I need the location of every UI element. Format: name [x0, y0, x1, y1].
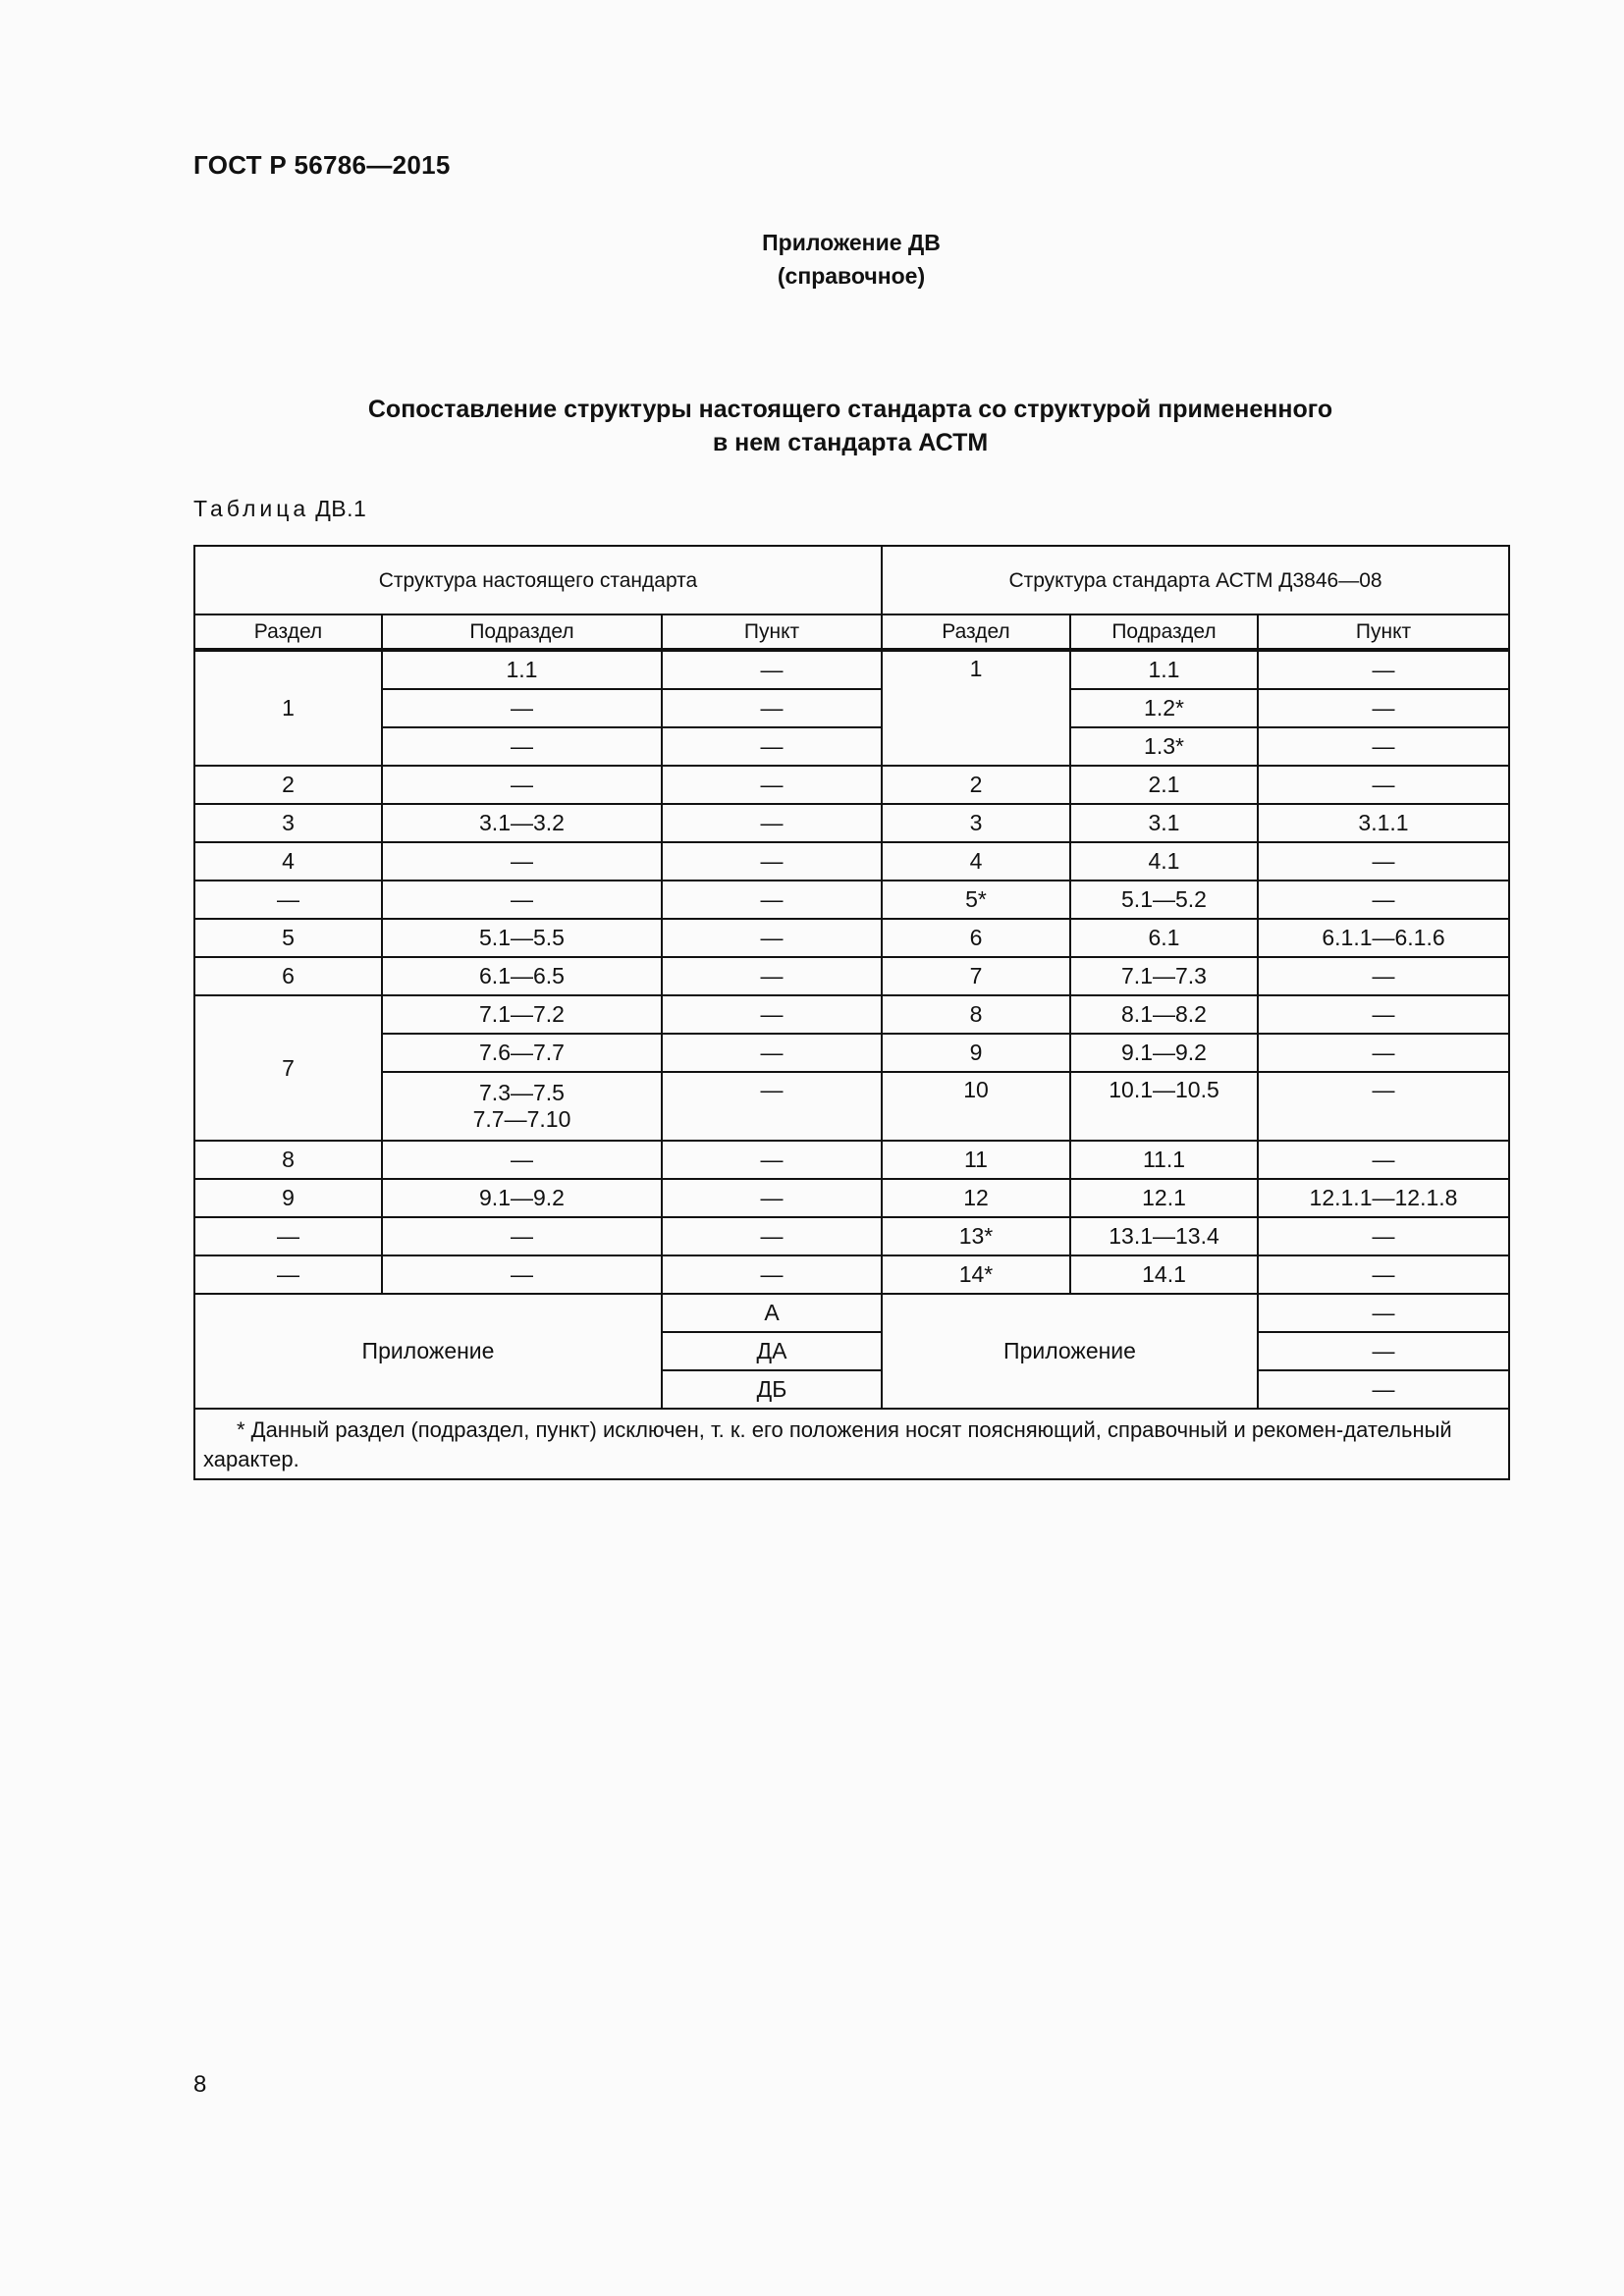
appendix-left-item: А [662, 1294, 882, 1332]
col-header-right-clause: Пункт [1258, 614, 1509, 650]
cell: 9.1—9.2 [1070, 1034, 1258, 1072]
table-row [194, 842, 1509, 881]
cell: — [662, 957, 882, 995]
cell: — [194, 881, 382, 919]
table-row [194, 727, 1509, 766]
table-row [194, 995, 1509, 1034]
col-header-left-section: Раздел [194, 614, 382, 650]
cell-line: 7.7—7.10 [472, 1106, 571, 1132]
col-header-right-subsection: Подраздел [1070, 614, 1258, 650]
cell: 1.2* [1070, 689, 1258, 727]
table-title-line-1: Сопоставление структуры настоящего стандарта со структурой примененного [367, 396, 1333, 423]
cell: 6.1.1—6.1.6 [1258, 919, 1509, 957]
group-header-astm-standard: Структура стандарта АСТМ Д3846—08 [882, 546, 1509, 614]
cell: — [662, 1141, 882, 1179]
table-row [194, 957, 1509, 995]
cell: 9.1—9.2 [382, 1179, 662, 1217]
cell: 14* [882, 1255, 1070, 1294]
cell: 13* [882, 1217, 1070, 1255]
annex-heading [0, 226, 1624, 293]
cell: 6 [882, 919, 1070, 957]
cell: 4 [194, 842, 382, 881]
table-row [194, 689, 1509, 727]
cell: 3.1 [1070, 804, 1258, 842]
cell: 9 [882, 1034, 1070, 1072]
cell: 1.3* [1070, 727, 1258, 766]
annex-title: Приложение ДВ [762, 230, 941, 255]
cell: 7 [194, 995, 382, 1141]
appendix-right-item: — [1258, 1370, 1509, 1409]
table-title [275, 393, 1426, 459]
cell: 11.1 [1070, 1141, 1258, 1179]
appendix-row [194, 1294, 1509, 1332]
table-title-line-2: в нем стандарта АСТМ [712, 429, 989, 456]
table-label-prefix: Таблица [193, 496, 310, 521]
cell: 2 [194, 766, 382, 804]
cell: — [662, 689, 882, 727]
cell: 12.1 [1070, 1179, 1258, 1217]
cell: — [662, 1179, 882, 1217]
table-label-number: ДВ.1 [315, 496, 367, 521]
page-number: 8 [193, 2071, 207, 2098]
cell: 5.1—5.2 [1070, 881, 1258, 919]
col-header-left-clause: Пункт [662, 614, 882, 650]
cell: 6.1 [1070, 919, 1258, 957]
cell: 8 [882, 995, 1070, 1034]
col-header-right-section: Раздел [882, 614, 1070, 650]
cell: — [662, 766, 882, 804]
cell: 5.1—5.5 [382, 919, 662, 957]
cell: — [382, 1255, 662, 1294]
cell: — [662, 881, 882, 919]
cell: 6 [194, 957, 382, 995]
cell: — [1258, 1141, 1509, 1179]
cell: — [382, 881, 662, 919]
appendix-right-item: — [1258, 1294, 1509, 1332]
cell: 3.1—3.2 [382, 804, 662, 842]
cell: 8 [194, 1141, 382, 1179]
group-header-this-standard: Структура настоящего стандарта [194, 546, 882, 614]
cell: 13.1—13.4 [1070, 1217, 1258, 1255]
cell: — [1258, 650, 1509, 689]
cell: — [382, 1217, 662, 1255]
cell: — [382, 727, 662, 766]
cell: — [662, 1034, 882, 1072]
cell: 14.1 [1070, 1255, 1258, 1294]
cell: 6.1—6.5 [382, 957, 662, 995]
cell: — [662, 1255, 882, 1294]
cell: — [662, 919, 882, 957]
table-row [194, 1255, 1509, 1294]
cell: 7.1—7.3 [1070, 957, 1258, 995]
table-row [194, 1072, 1509, 1141]
cell: 12.1.1—12.1.8 [1258, 1179, 1509, 1217]
cell: — [382, 689, 662, 727]
cell: 7 [882, 957, 1070, 995]
table-label [193, 496, 366, 522]
cell: 2 [882, 766, 1070, 804]
cell: 5 [194, 919, 382, 957]
cell: 1 [882, 650, 1070, 766]
cell: 10.1—10.5 [1070, 1072, 1258, 1141]
cell: — [1258, 957, 1509, 995]
cell: — [382, 1141, 662, 1179]
footnote-row [194, 1409, 1509, 1479]
table-row [194, 1034, 1509, 1072]
cell: — [1258, 1072, 1509, 1141]
cell: — [662, 804, 882, 842]
document-code: ГОСТ Р 56786—2015 [193, 150, 451, 180]
comparison-table [193, 545, 1510, 1480]
cell: — [194, 1217, 382, 1255]
cell: 3 [194, 804, 382, 842]
cell: — [194, 1255, 382, 1294]
table-row [194, 881, 1509, 919]
cell: — [662, 1217, 882, 1255]
cell: — [382, 842, 662, 881]
cell: 7.6—7.7 [382, 1034, 662, 1072]
appendix-right-item: — [1258, 1332, 1509, 1370]
table-row [194, 1141, 1509, 1179]
table-row [194, 766, 1509, 804]
table-column-header-row [194, 614, 1509, 650]
cell-line: 7.3—7.5 [479, 1080, 565, 1105]
cell: 1 [194, 650, 382, 766]
cell: — [662, 1072, 882, 1141]
cell: 4.1 [1070, 842, 1258, 881]
cell: — [1258, 995, 1509, 1034]
cell: — [662, 842, 882, 881]
cell: 12 [882, 1179, 1070, 1217]
cell: — [662, 727, 882, 766]
cell: 7.1—7.2 [382, 995, 662, 1034]
appendix-left-label: Приложение [194, 1294, 662, 1409]
table-row [194, 804, 1509, 842]
table-row [194, 1179, 1509, 1217]
cell: 5* [882, 881, 1070, 919]
cell: 3.1.1 [1258, 804, 1509, 842]
cell: — [382, 766, 662, 804]
cell: — [1258, 727, 1509, 766]
cell: — [1258, 689, 1509, 727]
cell: — [1258, 881, 1509, 919]
cell: 4 [882, 842, 1070, 881]
cell: — [662, 650, 882, 689]
cell [382, 1072, 662, 1141]
table-footnote: * Данный раздел (подраздел, пункт) исключен, т. к. его положения носят поясняющий, справочный и рекомен-дательный характер. [194, 1409, 1509, 1479]
cell: 8.1—8.2 [1070, 995, 1258, 1034]
cell: 1.1 [382, 650, 662, 689]
cell: 9 [194, 1179, 382, 1217]
table-row [194, 650, 1509, 689]
cell: — [1258, 1034, 1509, 1072]
cell: 11 [882, 1141, 1070, 1179]
annex-subtitle: (справочное) [777, 263, 926, 289]
table-group-header-row [194, 546, 1509, 614]
cell: 1.1 [1070, 650, 1258, 689]
col-header-left-subsection: Подраздел [382, 614, 662, 650]
appendix-left-item: ДБ [662, 1370, 882, 1409]
table-row [194, 919, 1509, 957]
table-row [194, 1217, 1509, 1255]
cell: 2.1 [1070, 766, 1258, 804]
cell: — [1258, 1217, 1509, 1255]
appendix-left-item: ДА [662, 1332, 882, 1370]
appendix-right-label: Приложение [882, 1294, 1258, 1409]
cell: — [1258, 766, 1509, 804]
cell: — [662, 995, 882, 1034]
cell: — [1258, 842, 1509, 881]
cell: 3 [882, 804, 1070, 842]
cell: — [1258, 1255, 1509, 1294]
cell: 10 [882, 1072, 1070, 1141]
